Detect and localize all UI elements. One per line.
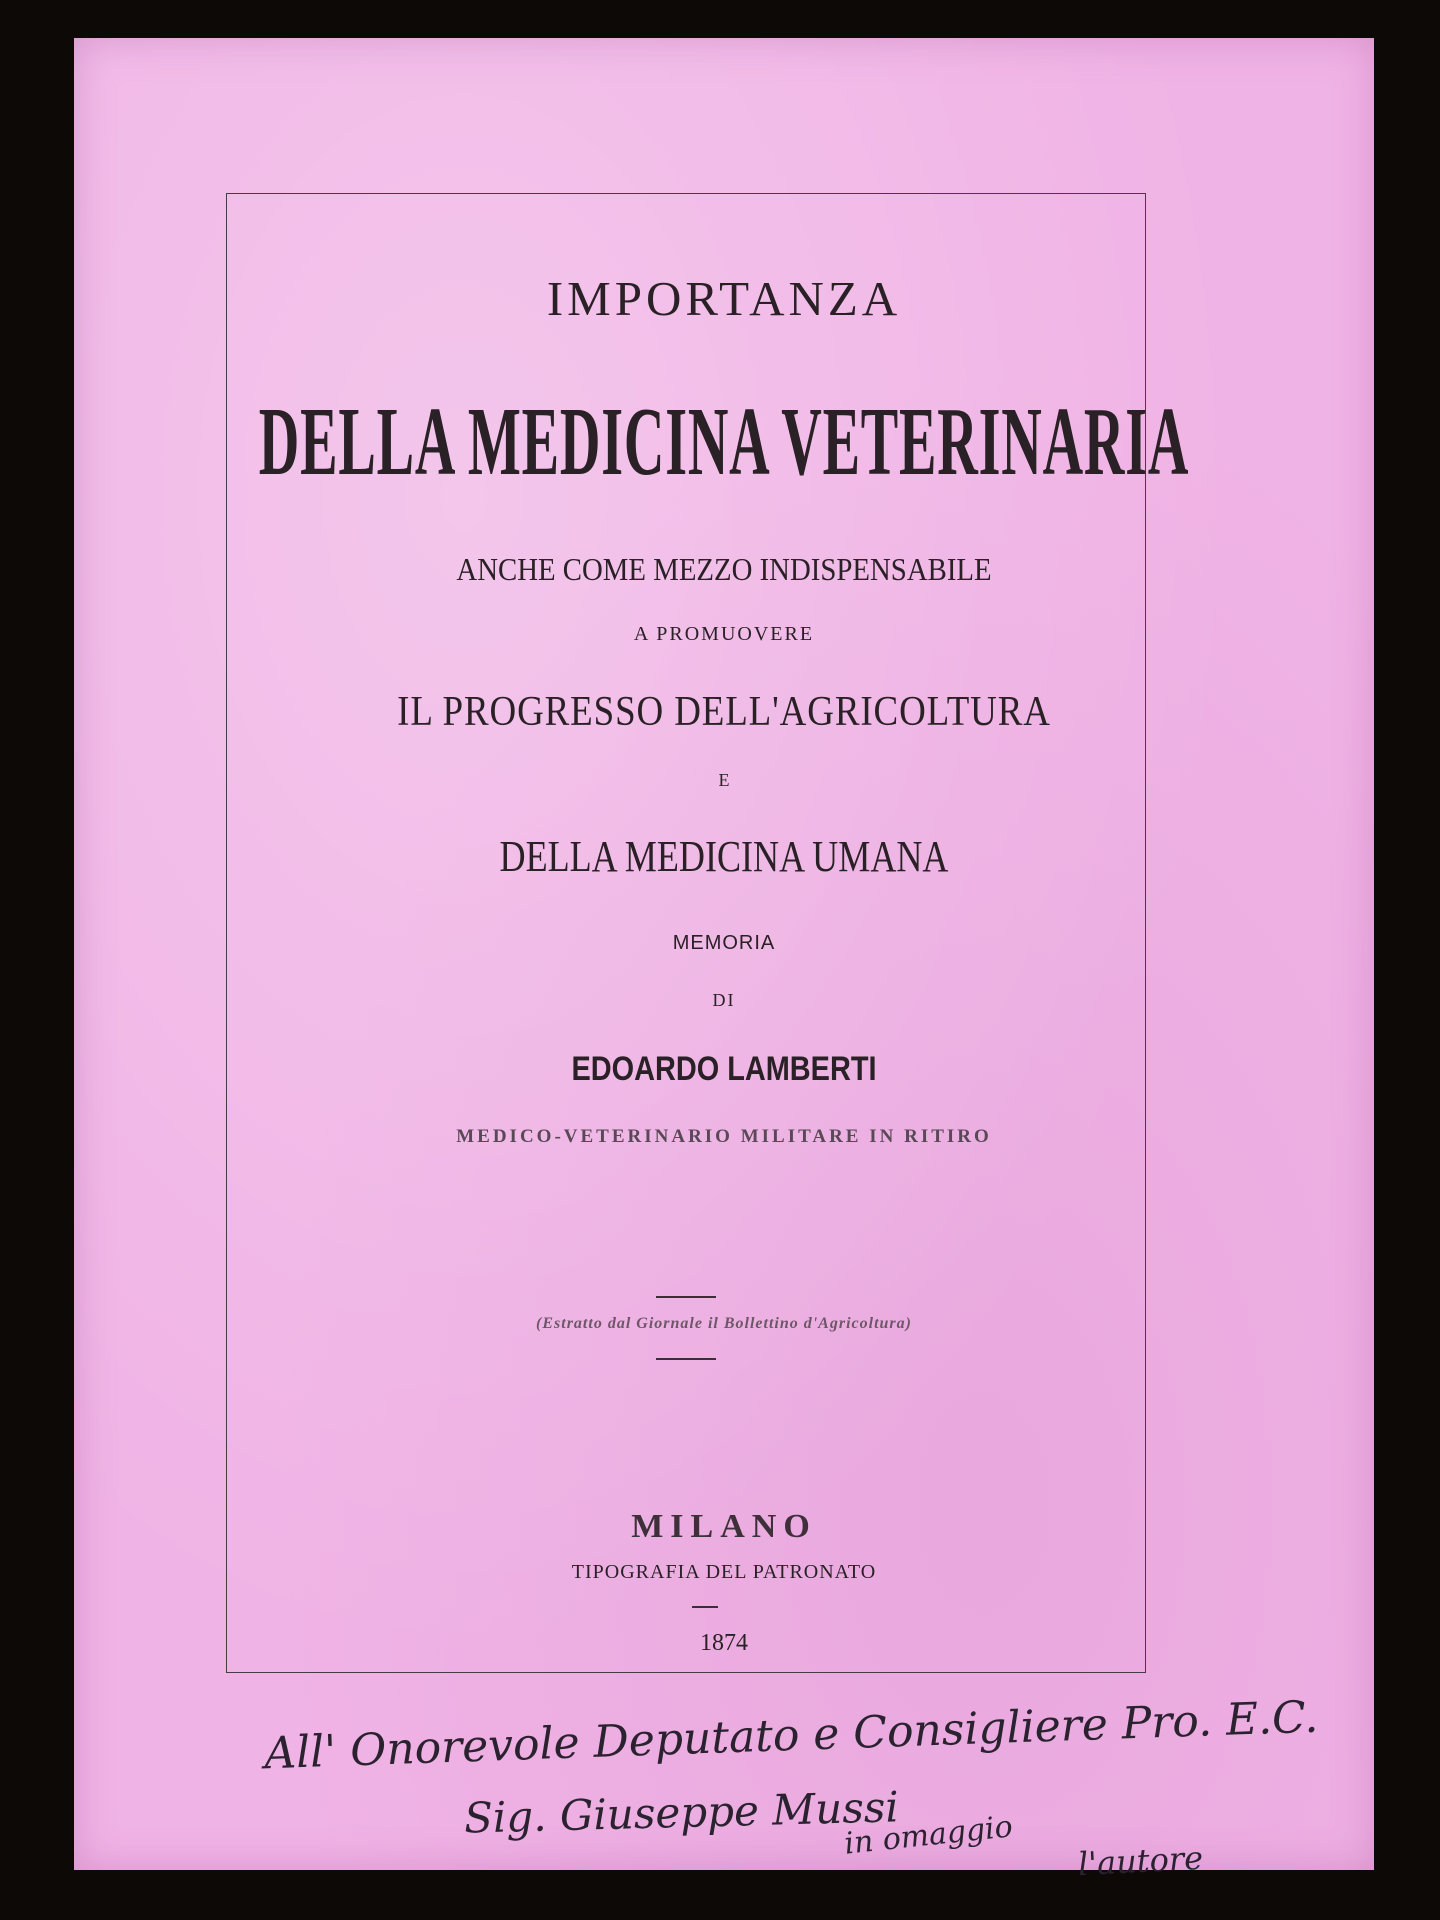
- imprint-rule: [692, 1606, 718, 1608]
- genre-label: MEMORIA: [672, 932, 776, 954]
- inscription-line-3: in omaggio: [842, 1809, 1015, 1862]
- imprint-year: 1874: [700, 1630, 748, 1656]
- author-name: EDOARDO LAMBERTI: [571, 1050, 877, 1088]
- extract-note: (Estratto dal Giornale il Bollettino d'Agricoltura): [536, 1315, 912, 1332]
- inscription-line-1: All' Onorevole Deputato e Consigliere Pro. E.C.: [263, 1691, 1319, 1780]
- title-page: [74, 38, 1374, 1884]
- divider-rule-bottom: [656, 1358, 716, 1360]
- inscription-line-2: Sig. Giuseppe Mussi: [463, 1782, 900, 1843]
- imprint-printer: TIPOGRAFIA DEL PATRONATO: [571, 1561, 877, 1583]
- author-role: MEDICO-VETERINARIO MILITARE IN RITIRO: [456, 1126, 992, 1147]
- subtitle-line-4: DELLA MEDICINA UMANA: [499, 832, 949, 881]
- divider-rule-top: [656, 1296, 716, 1298]
- subtitle-line-1: ANCHE COME MEZZO INDISPENSABILE: [456, 551, 992, 587]
- author-preposition: DI: [712, 990, 736, 1010]
- subtitle-line-2: A PROMUOVERE: [633, 623, 815, 645]
- title-line-1: IMPORTANZA: [546, 271, 902, 326]
- inscription-line-4: l'autore: [1077, 1838, 1204, 1884]
- imprint-city: MILANO: [631, 1508, 817, 1545]
- subtitle-conjunction: E: [718, 770, 730, 790]
- title-line-2: DELLA MEDICINA VETERINARIA: [258, 387, 1190, 496]
- subtitle-line-3: IL PROGRESSO DELL'AGRICOLTURA: [397, 689, 1051, 735]
